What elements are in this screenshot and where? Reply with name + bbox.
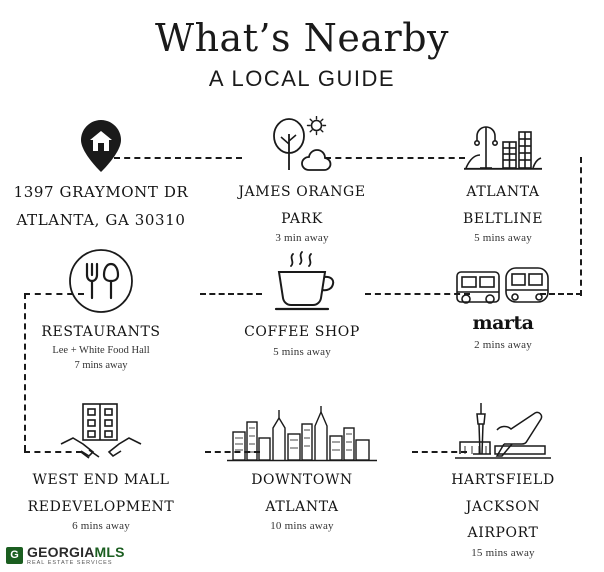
fork-spoon-icon <box>8 248 194 314</box>
place-card-address <box>8 112 194 229</box>
place-time: 5 mins away <box>273 345 331 358</box>
skyline-icon <box>209 396 395 462</box>
place-detail: Lee + White Food Hall <box>52 344 150 356</box>
place-card-coffee <box>209 248 395 358</box>
logo-wordmark <box>27 545 125 567</box>
beltline-icon <box>410 112 596 174</box>
place-name: marta <box>472 312 534 334</box>
logo-main-text: GEORGIA <box>27 543 95 560</box>
place-card-park <box>209 112 395 244</box>
place-name-line3: AIRPORT <box>467 525 539 542</box>
place-time: 3 min away <box>275 232 329 245</box>
place-card-downtown <box>209 396 395 532</box>
place-card-marta <box>410 248 596 351</box>
place-card-beltline <box>410 112 596 244</box>
place-name: WEST END MALL <box>32 472 170 488</box>
place-time: 2 mins away <box>474 339 532 351</box>
header <box>0 0 604 92</box>
place-name-line2: BELTLINE <box>462 210 544 227</box>
page-title: What’s Nearby <box>155 16 449 60</box>
place-card-restaurants <box>8 248 194 371</box>
logo-mark-icon <box>6 547 23 564</box>
logo-accent-text: MLS <box>94 543 125 560</box>
place-name-line2: JACKSON <box>465 498 541 515</box>
place-time: 6 mins away <box>72 520 130 533</box>
tree-park-icon <box>209 112 395 174</box>
page-subtitle: A LOCAL GUIDE <box>208 66 396 91</box>
place-time: 7 mins away <box>74 359 128 371</box>
coffee-cup-icon <box>209 248 395 314</box>
place-name-line2: PARK <box>281 210 323 227</box>
place-name-line2: REDEVELOPMENT <box>27 498 175 515</box>
place-name: DOWNTOWN <box>251 472 353 488</box>
place-card-airport <box>410 396 596 559</box>
place-name: JAMES ORANGE <box>238 184 366 200</box>
handshake-building-icon <box>8 396 194 462</box>
place-card-westend <box>8 396 194 532</box>
place-time: 10 mins away <box>270 520 334 533</box>
logo-tagline: REAL ESTATE SERVICES <box>27 559 113 566</box>
place-name-line2: ATLANTA, GA 30310 <box>16 210 186 229</box>
place-name: RESTAURANTS <box>41 324 161 340</box>
place-name-line2: ATLANTA <box>265 498 339 515</box>
logo-letter: G <box>10 549 19 562</box>
place-name: 1397 GRAYMONT DR <box>13 183 189 201</box>
marta-transit-icon <box>410 248 596 310</box>
home-pin-icon <box>8 112 194 174</box>
place-time: 5 mins away <box>474 232 532 245</box>
place-name: ATLANTA <box>466 184 540 200</box>
airport-icon <box>410 396 596 462</box>
place-name: HARTSFIELD <box>451 472 555 488</box>
place-name: COFFEE SHOP <box>244 324 360 340</box>
georgia-mls-logo <box>6 545 125 567</box>
place-time: 15 mins away <box>471 546 535 559</box>
